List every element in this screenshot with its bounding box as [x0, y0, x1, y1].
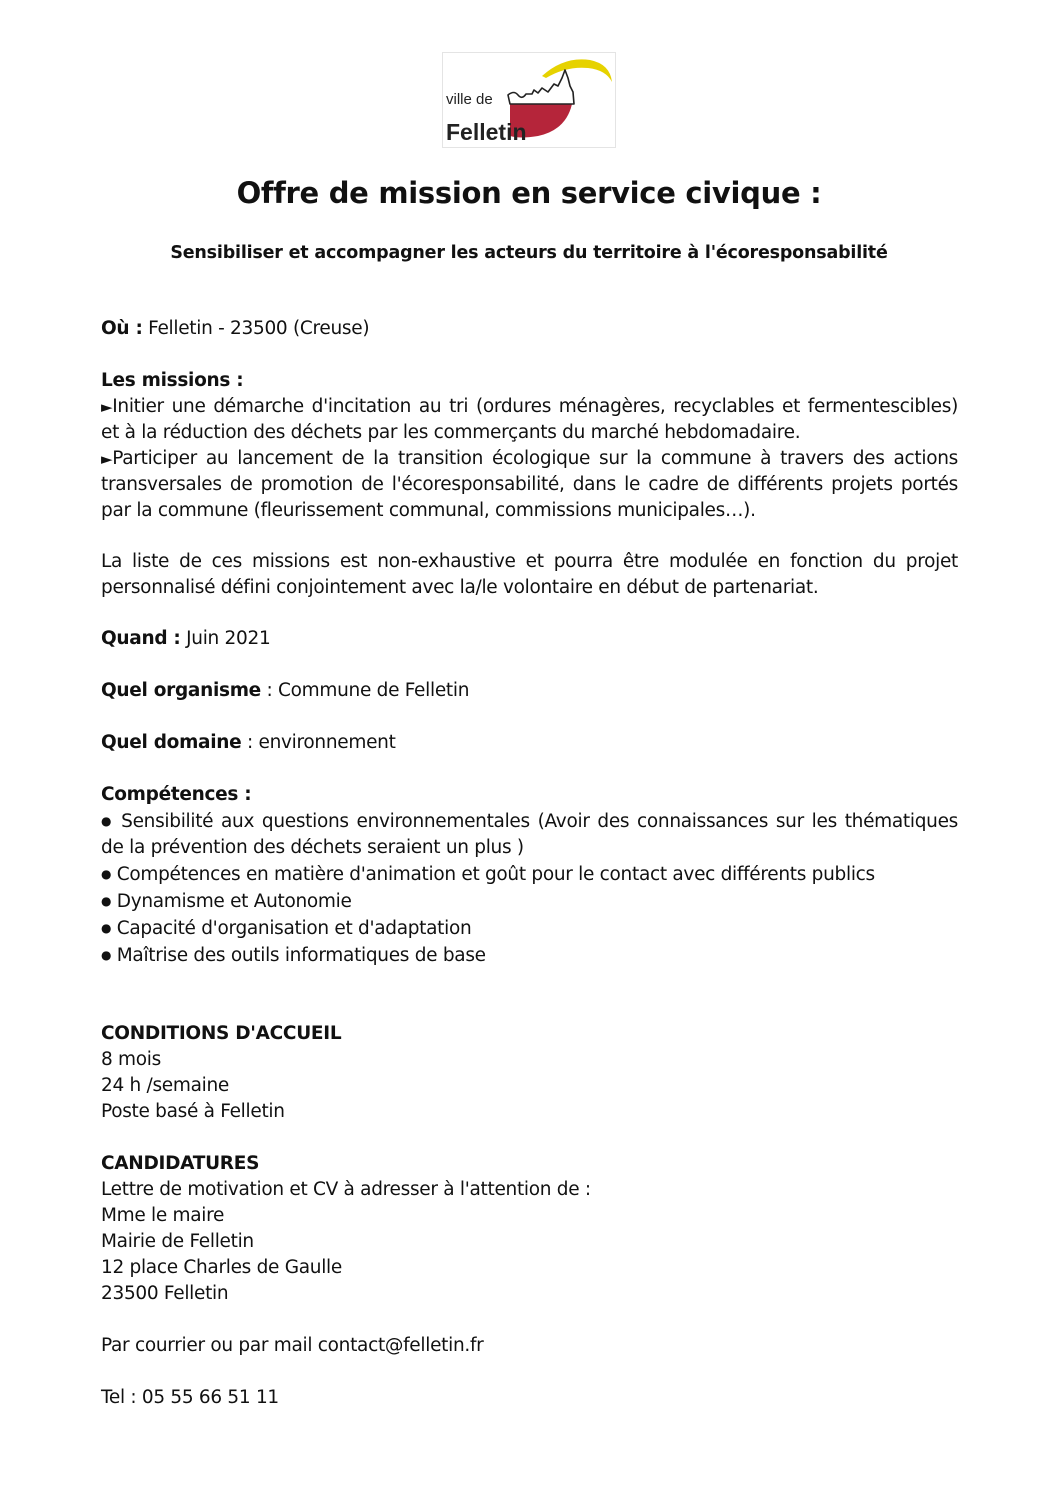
mission-item-text: Initier une démarche d'incitation au tri (ordures ménagères, recyclables et fermentescibles) et à la réduction des déchets par les commerçants du marché hebdomadaire. — [101, 396, 958, 443]
organisation-label: Quel organisme — [101, 680, 261, 701]
logo-line1: ville de — [446, 91, 493, 108]
organisation-line — [101, 678, 958, 704]
applications-line: Lettre de motivation et CV à adresser à l'attention de : — [101, 1179, 591, 1200]
conditions-heading: CONDITIONS D'ACCUEIL — [101, 1023, 342, 1044]
dot-bullet-icon: ● — [101, 921, 112, 935]
logo-line2: Felletin — [446, 119, 527, 145]
skill-item-text: Sensibilité aux questions environnementales (Avoir des connaissances sur les thématiques de la prévention des déchets seraient un plus ) — [101, 811, 958, 858]
applications-line: 23500 Felletin — [101, 1283, 229, 1304]
felletin-logo — [442, 52, 616, 148]
skills-heading: Compétences : — [101, 784, 252, 805]
skill-item-text: Compétences en matière d'animation et goût pour le contact avec différents publics — [111, 864, 875, 885]
mission-item — [101, 446, 958, 524]
skill-item-text: Maîtrise des outils informatiques de base — [111, 945, 486, 966]
applications-line: 12 place Charles de Gaulle — [101, 1257, 342, 1278]
conditions-line: 24 h /semaine — [101, 1075, 229, 1096]
skill-item — [101, 915, 958, 942]
skill-item — [101, 942, 958, 969]
missions-note: La liste de ces missions est non-exhaustive et pourra être modulée en fonction du projet personnalisé défini conjointement avec la/le volontaire en début de partenariat. — [101, 551, 958, 598]
triangle-bullet-icon: ► — [101, 398, 113, 416]
dot-bullet-icon: ● — [101, 948, 112, 962]
mission-item-text: Participer au lancement de la transition écologique sur la commune à travers des actions transversales de promotion de l'écoresponsabilité, dans le cadre de différents projets portés par la commune (fleurissement communal, commissions municipales…). — [101, 448, 958, 521]
triangle-bullet-icon: ► — [101, 450, 113, 468]
skill-item — [101, 861, 958, 888]
organisation-value: : Commune de Felletin — [260, 680, 470, 701]
applications-line: Mairie de Felletin — [101, 1231, 254, 1252]
page-subtitle: Sensibiliser et accompagner les acteurs du territoire à l'écoresponsabilité — [170, 243, 888, 263]
domain-line — [101, 730, 958, 756]
location-value: Felletin - 23500 (Creuse) — [142, 318, 370, 339]
skill-item-text: Dynamisme et Autonomie — [111, 891, 352, 912]
skill-item-text: Capacité d'organisation et d'adaptation — [111, 918, 472, 939]
location-line — [101, 316, 958, 342]
felletin-logo-graphic — [442, 52, 616, 148]
town-silhouette — [508, 70, 574, 104]
contact-phone-line: Tel : 05 55 66 51 11 — [101, 1387, 279, 1408]
page-title: Offre de mission en service civique : — [236, 176, 822, 210]
dot-bullet-icon: ● — [101, 867, 112, 881]
when-label: Quand : — [101, 628, 181, 649]
sun-arc — [542, 59, 612, 82]
document-body — [101, 316, 958, 1411]
location-label: Où : — [101, 318, 143, 339]
conditions-line: Poste basé à Felletin — [101, 1101, 285, 1122]
when-line — [101, 626, 958, 652]
when-value: Juin 2021 — [180, 628, 271, 649]
applications-line: Mme le maire — [101, 1205, 225, 1226]
skill-item — [101, 888, 958, 915]
contact-mail-line: Par courrier ou par mail contact@felletin.fr — [101, 1335, 484, 1356]
missions-heading: Les missions : — [101, 370, 244, 391]
domain-label: Quel domaine — [101, 732, 242, 753]
mission-item — [101, 394, 958, 446]
skill-item — [101, 808, 958, 861]
conditions-line: 8 mois — [101, 1049, 161, 1070]
domain-value: : environnement — [241, 732, 396, 753]
dot-bullet-icon: ● — [101, 814, 114, 828]
applications-heading: CANDIDATURES — [101, 1153, 260, 1174]
dot-bullet-icon: ● — [101, 894, 112, 908]
